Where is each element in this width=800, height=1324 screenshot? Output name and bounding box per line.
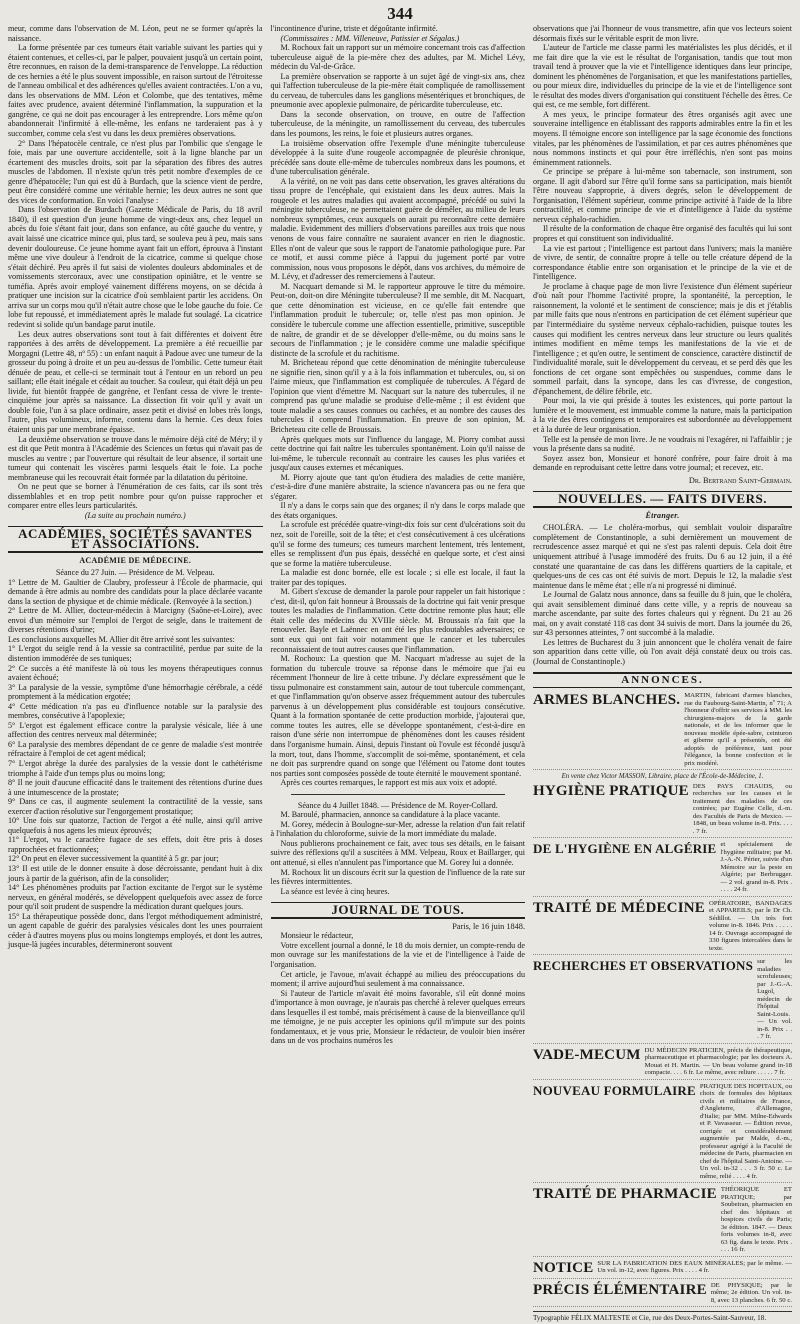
ad-title: DE L'HYGIÈNE EN ALGÉRIE (533, 841, 717, 857)
paragraph: Les deux autres observations sont tout à fait différentes et doivent être rapportées à des arrêts de développement. La première a été recueillie par Morgagni (Lettre 48, nº 55) : un enfant naquit à Padoue avec une tumeur de la grosseur du poing à droite et un peu au-dessus de l'ombilic. Cette tumeur était dénuée de peau, et celle-ci se terminait tout à l'entour en un rebord un peu saillant; elle était inégale et cédait au toucher. Sa couleur, qui était déjà un peu livide, fut bientôt frappée de gangrène, et l'enfant cessa de vivre le trente-cinquième jour après sa naissance. La dissection fit voir qu'il y avait un double foie, l'un à sa place ordinaire, assez petit et divisé en lobes très longs, l'autre, plus volumineux, informe, contenu dans la hernie. Ces deux foies étaient unis par une membrane épaisse. (8, 329, 263, 434)
paragraph: M. Gibert s'excuse de demander la parole pour rappeler un fait historique : c'est, dit-il, qu'on fait honneur à Broussais de la doctrine qui fait venir presque toutes les maladies de l'inflammation. Cette doctrine remonte plus haut; elle était celle des médecins du XVIIIe siècle. M. Broussais n'a fait que la renouveler. Bayle et Laënnec en ont été les plus redoutables adversaires; ce sont eux qui ont fait voir notamment que le cancer et les tubercules reconnaissaient de tout autres causes que l'inflammation. (270, 587, 526, 654)
list-item: 1° Lettre de M. Gaultier de Claubry, professeur à l'École de pharmacie, qui demande à être admis au nombre des candidats pour la place déclarée vacante dans la section de physique et de chimie médicale. (Renvoyée à la section.) (8, 577, 263, 606)
list-item: 12° On peut en élever successivement la quantité à 5 gr. par jour; (8, 854, 219, 864)
continued-note: (La suite au prochain numéro.) (84, 510, 186, 520)
paragraph: M. Nacquart demande si M. le rapporteur approuve le titre du mémoire. Peut-on, doit-on dire Méningite tuberculeuse? Il me semble, dit M. Nacquart, que cette dénomination est vicieuse, en ce qu'elle fait entendre que l'inflammation produit le tubercule; or, telle n'est pas mon opinion. Je considère le tubercule comme une affection essentielle, primitive, susceptible de naître, de grandir et de se développer d'elle-même, ou du moins sans le secours de l'inflammation ; je le considère comme une maladie spécifique distincte de la scrofule et du rachitisme. (270, 281, 526, 358)
paragraph: Il résulte de la conformation de chaque être organisé des facultés qui lui sont propres et qui constituent son individualité. (533, 224, 792, 244)
ad-title: RECHERCHES ET OBSERVATIONS (533, 958, 754, 974)
list-item: 3° La paralysie de la vessie, symptôme d'une hémorrhagie cérébrale, a cédé promptement à la médication ergotée; (8, 682, 263, 702)
paragraph: L'auteur de l'article me classe parmi les matérialistes les plus décidés, et il me fait dire que la vie est le résultat de l'organisation, tandis que tout mon travail tend à prouver que la vie et l'intelligence identiques dans leur principe, dominent les phénomènes de l'organisation, et que les manifestations partielles, ou pour mieux dire, individuelles du principe de la vie et de l'intelligence sont le résultat des modes divers d'organisation qui constituent l'échelle des êtres. Ce qui est, ce me semble, fort différent. (533, 43, 792, 110)
paragraph: 2° Dans l'hépatocèle centrale, ce n'est plus par l'ombilic que s'engage le foie, mais par une ouverture accidentelle, soit à la ligne blanche par un écartement des muscles droits, soit par la séparation des fibres des autres muscles de l'abdomen. Il n'existe qu'un très petit nombre d'exemples de ce genre d'hépatocèle; l'un qui est dû à Burdach, que la science vient de perdre, peut être considéré comme une véritable hernie; les deux autres ne sont que des vices de conformation. En voici l'analyse : (8, 138, 263, 205)
paragraph: Si l'auteur de l'article m'avait été moins favorable, s'il eût donné moins d'importance à mon ouvrage, je n'aurais pas cherché à relever quelques erreurs dans lesquelles il est tombé, mais précisément à cause de la bienveillance qu'il me témoigne, je ne puis accepter les opinions qu'il m'impute sur des points fondamentaux, et je vous prie, Monsieur le rédacteur, de vouloir bien insérer dans un de vos prochains numéros les (270, 988, 526, 1046)
paragraph: Nous publierons prochainement ce fait, avec tous ses détails, en le faisant suivre des réflexions qu'il a suscitées à MM. Velpeau, Roux et Baillarger, qui ont attenué, si elles n'annulent pas l'importance que M. Gorey lui a donnée. (270, 838, 526, 868)
news-paragraph: Le Journal de Galatz nous annonce, dans sa feuille du 8 juin, que le choléra, qui avait sensiblement diminué dans cette ville, y a repris de nouveau sa marche ascendante, par suite des fortes chaleurs qui y règnent. Du 21 au 26 mai, on y avait constaté 118 cas dont 34 suivis de mort. Dans la journée du 26, sur 43 personnes atteintes, 7 ont succombé à la maladie. (533, 590, 792, 638)
session-line: Séance du 27 Juin. — Présidence de M. Velpeau. (55, 568, 215, 578)
dateline: Paris, le 16 juin 1848. (452, 921, 526, 931)
paragraph: M. Piorry ajoute que tant qu'on étudiera des maladies de cette manière, c'est-à-dire d'une manière abstraite, la science n'avancera pas ou ne fera que s'égarer. (270, 472, 526, 501)
list-item: 2° Lettre de M. Allier, docteur-médecin à Marcigny (Saône-et-Loire), avec envoi d'un mémoire sur l'emploi de l'ergot de seigle, dans le traitement de diverses rétentions d'urine; (8, 606, 263, 635)
ad-title: NOTICE (533, 1259, 594, 1276)
printer-line: Typographie FÉLIX MALTESTE et Cie, rue des Deux-Portes-Saint-Sauveur, 18. (533, 1311, 792, 1324)
paragraph: Votre excellent journal a donné, le 18 du mois dernier, un compte-rendu de mon ouvrage sur les manifestations de la vie et de l'intelligence à l'aide de l'organisation. (270, 940, 526, 969)
paragraph: A la vérité, on ne voit pas dans cette observation, les graves altérations du tissu propre de l'encéphale, qui existaient dans les deux autres. Mais la rougeole et les autres maladies qui avaient accompagné, précédé ou suivi la méningite tuberculeuse, ne permettaient guère de démêler, au milieu de leurs nombreux symptômes, ceux auxquels on aurait pu reconnaître cette dernière maladie. Evidemment des milliers d'observations pareilles aux trois que nous venons de vous faire connaître ne sauraient avancer en rien le diagnostic. Elles n'ont de valeur que sous le rapport de l'anatomie pathologique pure. Par ce motif, et aussi comme pièce à l'appui du jugement porté par votre commission, nous vous proposons le dépôt, dans vos archives, du mémoire de M. Lévy, et d'adresser des remerciemens à l'auteur. (270, 176, 526, 282)
ad-title: ARMES BLANCHES. (533, 692, 681, 709)
paragraph: M. Gorey, médecin à Boulogne-sur-Mer, adresse la relation d'un fait relatif à l'inhalation du chloroforme, suivie de la mort immédiate du malade. (270, 819, 526, 839)
ad-text: DE PHYSIQUE; par le même; 2e édition. Un vol. in-8, avec 13 planches. 6 fr. 50 c. (710, 1281, 792, 1304)
paragraph: M. Rochoux fait un rapport sur un mémoire concernant trois cas d'affection tuberculeuse aiguë de la pie-mère chez des adultes, par M. Michel Lévy, médecin du Val-de-Grâce. (270, 43, 526, 72)
ads-title: ANNONCES. (533, 672, 792, 689)
paragraph: M. Baroulé, pharmacien, annonce sa candidature à la place vacante. (280, 810, 501, 820)
paragraph: Dans l'observation de Burdach (Gazette Médicale de Paris, du 18 avril 1840), il est question d'un jeune homme de vingt-deux ans, chez lequel un abcès du foie s'étant fait jour, dans son enfance, au côté gauche du ventre, y avait laissé une cicatrice mince qui, plus tard, se souleva peu à peu, mais sans devenir douloureuse. Ce jeune homme ayant fait un effort, éprouva à l'instant même une vive douleur à l'endroit de la cicatrice, comme si quelque chose s'était déchiré. Peu après il fut saisi de violentes douleurs abdominales et de vomissements stercoraux, avec une constipation opiniâtre, et le ventre se tuméfia. Après avoir employé vainement différens moyens, on se décida à pratiquer une incision sur la cicatrice d'où semblaient partir les accidens. On arriva sur un corps mou qu'il n'était autre chose que le lobe gauche du foie. Ce lobe fut repoussé, et immédiatement après le malade fut soulagé. La cicatrice redevint si solide qu'un bandage parut inutile. (8, 205, 263, 329)
list-item: 10° Une fois sur quatorze, l'action de l'ergot a été nulle, ainsi qu'il arrive quelquefois à nos agens les mieux éprouvés; (8, 816, 263, 835)
ad-vade-mecum (533, 1047, 792, 1080)
column-2 (271, 24, 526, 1100)
paragraph: A mes yeux, le principe formateur des êtres organisés agit avec une souveraine intelligence en établissant des rapports admirables entre la fin et les moyens. Il témoigne encore son intelligence par la sage économie des fonctions vitales, par les phénomènes de l'assimilation, et par ces autres phénomènes que nous nommons instincts et qui pour être irréfléchis, n'en sont pas moins éminemment rationnels. (533, 109, 792, 167)
list-item: 5° L'ergot est également efficace contre la paralysie vésicale, liée à une affection des centres nerveux mal déterminée; (8, 720, 263, 740)
list-item: 9° Dans ce cas, il augmente seulement la contractilité de la vessie, sans exercer d'action résolutive sur l'engorgement prostatique; (8, 797, 263, 816)
list-item: 7° L'ergot abrège la durée des paralysies de la vessie dont le cathétérisme triomphe à l'aide d'un temps plus ou moins long; (8, 759, 263, 778)
list-item: 8° Il ne jouit d'aucune efficacité dans le traitement des rétentions d'urine dues à une intumescence de la prostate; (8, 778, 263, 797)
ad-text: THÉORIQUE ET PRATIQUE; par Soubeiran, pharmacien en chef des hôpitaux et hospices civils de Paris; 3e édition. 1847. — Deux forts volumes in-8, avec 63 fig. dans le texte. Prix . . . . 16 fr. (720, 1186, 792, 1254)
column-1 (8, 24, 263, 1100)
ad-nouveau-formulaire (533, 1083, 792, 1184)
list-item: 11° L'ergot, vu le caractère fugace de ses effets, doit être pris à doses rapprochées et fractionnées; (8, 835, 263, 854)
paragraph: observations que j'ai l'honneur de vous transmettre, afin que vos lecteurs soient désormais fixés sur le véritable esprit de mon livre. (533, 24, 792, 43)
paragraph: La forme présentée par ces tumeurs était variable suivant les parties qui y étaient contenues, et celles-ci, par le palper, pouvaient jusqu'à un certain point, être reconnues, en raison de la demi-transparence de l'enveloppe. La réduction de ces hernies a été le plus souvent impossible, en raison surtout de l'étroitesse de l'anneau ombilical et des adhérences qu'elles avaient contractées. L'on a vu, dans les observations de MM. Léon et Colombe, que des tentatives, même faites avec prudence, avaient déterminé l'inflammation, la suppuration et la gangrène, ce qui ne doit pas encourager à les entreprendre. Lors même qu'on abandonnerait l'infirmité à elle-même, les enfans ne tarderaient pas à y succomber, comme cela s'est vu dans les deux premières observations. (8, 43, 263, 139)
ad-notice (533, 1260, 792, 1279)
ad-traite-medecine (533, 900, 792, 956)
ad-text: OPÉRATOIRE, BANDAGES et APPAREILS; par le Dr Ch. Sédillot. — Un très fort volume in-8. 1846. Prix . . . . . 14 fr. Ouvrage accompagné de 330 figures intercalées dans le texte. (709, 899, 792, 952)
paragraph: Il n'y a dans le corps sain que des organes; il n'y dans le corps malade que des états organiques. (270, 501, 526, 520)
page-number: 344 (387, 4, 413, 23)
paragraph: M. Rochoux lit un discours écrit sur la question de l'influence de la rate sur les fièvres intermittentes. (270, 867, 526, 887)
ad-vendor: En vente chez Victor MASSON, Libraire, place de l'École-de-Médecine, 1. (561, 773, 764, 781)
paragraph: l'incontinence d'urine, triste et dégoûtante infirmité. (270, 24, 438, 33)
paragraph: La première observation se rapporte à un sujet âgé de vingt-six ans, chez qui l'affection tuberculeuse de la pie-mère était compliquée de ramollissement du cerveau, de tubercules dans les ganglions mésentériques et bronchiques, de pneumonie avec apoplexie pulmonaire, de péricardite tuberculeuse, etc. (270, 71, 526, 110)
ad-text: SUR LA FABRICATION DES EAUX MINÉRALES; par le même. — Un vol. in-12, avec figures. Prix . . . . 4 fr. (597, 1259, 792, 1275)
columns (8, 24, 792, 1323)
ad-precis (533, 1282, 792, 1308)
divider (291, 794, 506, 795)
paragraph: La troisième observation offre l'exemple d'une méningite tuberculeuse développée à la suite d'une rougeole accompagnée de pleurésie chronique, précédée sans doute elle-même de tubercules nombreux dans les poumons, et d'une tuberculisation générale. (270, 138, 526, 177)
ad-title: PRÉCIS ÉLÉMENTAIRE (533, 1281, 707, 1298)
list-item: Les conclusions auxquelles M. Allier dit être arrivé sont les suivantes: (8, 634, 235, 644)
ad-text: PRATIQUE DES HOPITAUX, ou choix de formules des hôpitaux civils et militaires de France, d'Angleterre, d'Allemagne, d'Italie; par MM. Milne-Edwards et P. Vavasseur. — Édition revue, corrigée et considérablement augmentée par Malde, d.-m., professeur agrégé à la Faculté de médecine de Paris, pharmacien en chef de l'hôpital Saint-Antoine. — Un vol. in-32 . . . 3 fr. 50 c. Le même, relié . . . . 4 fr. (699, 1082, 792, 1180)
paragraph: Soyez assez bon, Monsieur et honoré confrère, pour faire droit à ma demande en reproduisant cette lettre dans votre journal; et recevez, etc. (533, 453, 792, 473)
list-item: 4° Cette médication n'a pas eu d'influence notable sur la paralysie des membres, consécutive à l'apoplexie; (8, 701, 263, 721)
ad-text: sur les maladies scrofuleuses; par J.-G.-A. Lugol, médecin de l'hôpital Saint-Louis. — Un vol. in-8. Prix . . . 7 fr. (757, 958, 792, 1041)
ad-text: DU MÉDECIN PRATICIEN, précis de thérapeutique, pharmaceutique et pharmacologie; par les docteurs A. Mouat et H. Martin. — Un beau volume grand in-18 compacte. . . . 6 fr. Le même, avec reliure . . . . . 7 fr. (644, 1046, 792, 1077)
paragraph: La scrofule est précédée quatre-vingt-dix fois sur cent d'ulcérations soit du nez, soit de l'oreille, soit de la tête; et c'est consécutivement à ces ulcérations qu'il se forme des tumeurs; ces tumeurs marchent lentement, très lentement, elles se remplissent d'un pus épais, desséché en quelque sorte, et c'est ainsi que se forme la matière tuberculeuse. (270, 520, 526, 568)
ad-hygiene-pratique (533, 783, 792, 839)
list-item: 14° Les phénomènes produits par l'action excitante de l'ergot sur le système nerveux, en général modérés, se développent quelquefois avec assez de force pour qu'il soit prudent de suspendre la médication durant quelques jours. (8, 883, 263, 912)
paragraph: Ce principe se prépare à lui-même son tabernacle, son instrument, son organe. Il agit d'abord sur l'être qu'il forme sans sa participation, mais bientôt l'être nouveau s'approprie, à divers degrés, selon le développement de l'organisation, l'élément supérieur, comme principe activité à l'aide de la libre contractilité, et comme principe de vie et d'intelligence à l'aide du système nerveux céphalo-rachidien. (533, 167, 792, 224)
ad-title: TRAITÉ DE PHARMACIE (533, 1186, 717, 1203)
paragraph: M. Bricheteau répond que cette dénomination de méningite tuberculeuse ne signifie rien, sinon qu'il y a à la fois inflammation et tubercules, ou, si on l'aime mieux, que l'inflammation est compliquée de tubercules. A l'égard de l'opinion que vient d'émettre M. Nacquart sur la nature des tubercules, il ne comprend pas qu'une maladie se produise d'elle-même ; il est évident que toute maladie a ses causes connues ou cachées, et au nombre des causes des tubercules il comprend l'inflammation. En preuve de son opinion, M. Bricheteau cite celle de Broussais. (270, 358, 526, 434)
paragraph: La vie est partout ; l'intelligence est partout dans l'univers; mais la manière de vivre, de sentir, de connaître propre à telle ou telle créature dépend de la correspondance établie entre son organisation et le principe de la vie et de l'intelligence. (533, 243, 792, 282)
ad-title: HYGIÈNE PRATIQUE (533, 782, 689, 799)
paragraph: Après ces courtes remarques, le rapport est mis aux voix et adopté. (280, 778, 497, 788)
ad-recherches (533, 958, 792, 1044)
paragraph: Telle est la pensée de mon livre. Je ne voudrais ni l'exagérer, ni l'affaiblir ; je vous la présente dans sa nudité. (533, 434, 792, 454)
session-line: Séance du 4 Juillet 1848. — Présidence de M. Royer-Collard. (297, 800, 498, 810)
paragraph: La séance est levée à cinq heures. (280, 886, 390, 896)
paragraph: Pour moi, la vie qui préside à toutes les existences, qui porte partout la lumière et le mouvement, est immuable comme la nature, mais la participation à la vie des êtres contingens et temporaires est subordonnée au développement et à la durée de leur organisation. (533, 396, 792, 434)
ad-title: TRAITÉ DE MÉDECINE (533, 899, 705, 916)
list-item: 13° Il est utile de le donner ensuite à dose décroissante, pendant huit à dix jours à partir de la guérison, afin de la consolider; (8, 864, 263, 883)
paragraph: Dans la seconde observation, on trouve, en outre de l'affection tuberculeuse, de la méningite, un ramollissement du cerveau, des tubercules dans les poumons, les reins, le foie et plusieurs autres organes. (270, 109, 526, 139)
ad-armes-blanches (533, 692, 792, 770)
ad-hygiene-algerie (533, 841, 792, 897)
ad-title: NOUVEAU FORMULAIRE (533, 1082, 696, 1098)
signature: Dr. Bertrand Saint-Germain. (688, 475, 792, 485)
news-title: NOUVELLES. — FAITS DIVERS. (533, 491, 792, 508)
list-item: 15° La thérapeutique possède donc, dans l'ergot méthodiquement administré, un agent capable de guérir des paralysies vésicales dont les unes pourraient céder à d'autres moyens plus ou moins longtemps employés, et dont les autres, jusque-là jugées incurables, détermineront souvent (8, 911, 263, 950)
ad-title: VADE-MECUM (533, 1046, 641, 1063)
ad-traite-pharmacie (533, 1186, 792, 1257)
ad-text: et spécialement de l'hygiène militaire; par M. J.-A.-N. Périer, suivie d'un Mémoire sur la peste en Algérie; par Berbrugger. — 2 vol. grand in-8. Prix . . . . . 24 fr. (720, 841, 792, 894)
section-title: ACADÉMIES, SOCIÉTÉS SAVANTES ET ASSOCIATIONS. (8, 526, 263, 552)
news-subtitle: Étranger. (645, 510, 680, 520)
ad-text: DES PAYS CHAUDS, ou recherches sur les causes et le traitement des maladies de ces contrées; par Eugène Celle, d.-m. des Facultés de Paris de Mexico. — 1848, un beau volume in-8. Prix. . . . . 7 fr. (692, 782, 792, 835)
ad-text: MARTIN, fabricant d'armes blanches, rue du Faubourg-Saint-Martin, nº 71; A l'honneur d'offrir ses services à MM. les chirurgiens-majors de la garde nationale, et de les informer que le nouveau modèle épée-sabre, ceinturon et giberne qu'il a présentés, ont été adoptés de préférence, tant pour l'élégance, la bonne confection et le prix modéré. (684, 692, 792, 767)
list-item: 1° L'ergot du seigle rend à la vessie sa contractilité, perdue par suite de la distention immodérée de ses tuniques; (8, 644, 263, 663)
salutation: Monsieur le rédacteur, (280, 931, 354, 941)
paragraph: La deuxième observation se trouve dans le mémoire déjà cité de Méry; il y est dit que Petit montra à l'Académie des Sciences un fœtus qui n'avait pas de muscles au ventre ; par l'ouverture qui résultait de leur absence, il sortait une tumeur qui contenait les viscères parmi lesquels était le foie. La poche membraneuse qui les recouvrait était formée par la dilatation du péritoine. (8, 434, 263, 482)
paragraph: Cet article, je l'avoue, m'avait échappé au milieu des préoccupations du moment; il arrive aujourd'hui seulement à ma connaissance. (270, 969, 526, 989)
list-item: 2° Ce succès a été manifeste là où tous les moyens thérapeutiques connus avaient échoué; (8, 663, 263, 683)
paragraph: Après quelques mots sur l'influence du langage, M. Piorry combat aussi cette doctrine qui fait naître les tubercules spontanément. Loin qu'il naisse de lui-même, le tubercule reconnaît au contraire les causes les plus variées et jusqu'aux causes externes et mécaniques. (270, 434, 526, 473)
academy-title: ACADÉMIE DE MÉDECINE. (79, 555, 192, 565)
paragraph: La maladie est donc bornée, elle est locale ; si elle est locale, il faut la traiter par des topiques. (270, 568, 526, 587)
column-3 (533, 24, 792, 1323)
news-paragraph: CHOLÉRA. — Le choléra-morbus, qui semblait vouloir disparaître complètement de Constantinople, a subi dernièrement un mouvement de recrudescence assez marqué et qui ne s'est pas ralenti depuis. Cela doit être uniquement attribué à l'usage immodéré des fruits. Du 6 au 12 juin, il a été constaté une quarantaine de cas dans les différens quartiers de la capitale, et quelques-uns de ces cas ont été suivis de mort. Depuis le 12, la maladie s'est maintenue dans le même état ; elle n'a ni progressé ni diminué. (533, 523, 792, 590)
paragraph: M. Rochoux: La question que M. Nacquart m'adresse au sujet de la formation du tubercule trouve sa réponse dans le mémoire que j'ai eu récemment l'honneur de lire à cette tribune. J'y déclare expressément que le tissu pulmonaire est constamment sain, autour de tout tubercule commençant, et que l'inflammation qu'on observe assez fréquemment autour des tubercules parvenus à un développement plus considérable est toujours consécutive. Quant à la formation spontanée de cette production morbide, j'ajouterai que, comme toutes les autres, elle se développe spontanément, c'est-à-dire en raison d'une série non interrompue de phénomènes dont les causes résident dans l'organisme humain. Ainsi, depuis l'instant où l'ovule est fécondé jusqu'à la mort, tout, dans l'homme, s'accomplit de soi-même, spontanément, et cela ne doit pas surprendre quand on songe que l'élément ou l'atome dont toutes nos parties sont composées possède de toute éternité le mouvement spontané. (270, 654, 526, 778)
journal-title: JOURNAL DE TOUS. (271, 902, 526, 919)
paragraph: Je proclame à chaque page de mon livre l'existence d'un élément supérieur d'où naît pour l'homme l'activité propre, la spontanéité, la perception, le raisonnement, la volonté et le sentiment de conscience; mais je dis et j'établis par mille faits que nous n'entrons en participation de cet élément supérieur que par l'intermédiaire du système nerveux céphalo-rachidien, puisque toutes les causes qui modifient les centres nerveux dans leur structure ou leurs qualités intimes modifient en même temps les manifestations de la vie et de l'intelligence ; et qu'en outre, le sentiment de conscience, caractère distinctif de l'individualité morale, suit le développement du cerveau, et se perd dès que les fonctions de cet organe sont empêchées ou suspendues, comme dans le sommeil parfait, dans la syncope, dans les cas d'ivresse, de congestion, d'épanchement, de délire fébrile, etc. (533, 281, 792, 396)
news-paragraph: Les lettres de Bucharest du 3 juin annoncent que le choléra venait de faire son apparition dans cette ville, où l'on avait déjà constaté deux ou trois cas. (Journal de Constantinople.) (533, 637, 792, 666)
paragraph: (Commissaires : MM. Villeneuve, Patissier et Ségalas.) (280, 33, 460, 43)
list-item: 6° La paralysie des membres dépendant de ce genre de maladie s'est montrée réfractaire à l'emploi de cet agent médical; (8, 739, 263, 759)
paragraph: meur, comme dans l'observation de M. Léon, peut ne se former qu'après la naissance. (8, 24, 263, 43)
paragraph: On ne peut que se borner à l'énumération de ces faits, car ils sont très dissemblables et en trop petit nombre pour qu'on puisse rapprocher et comparer entre elles leurs particularités. (8, 482, 263, 511)
